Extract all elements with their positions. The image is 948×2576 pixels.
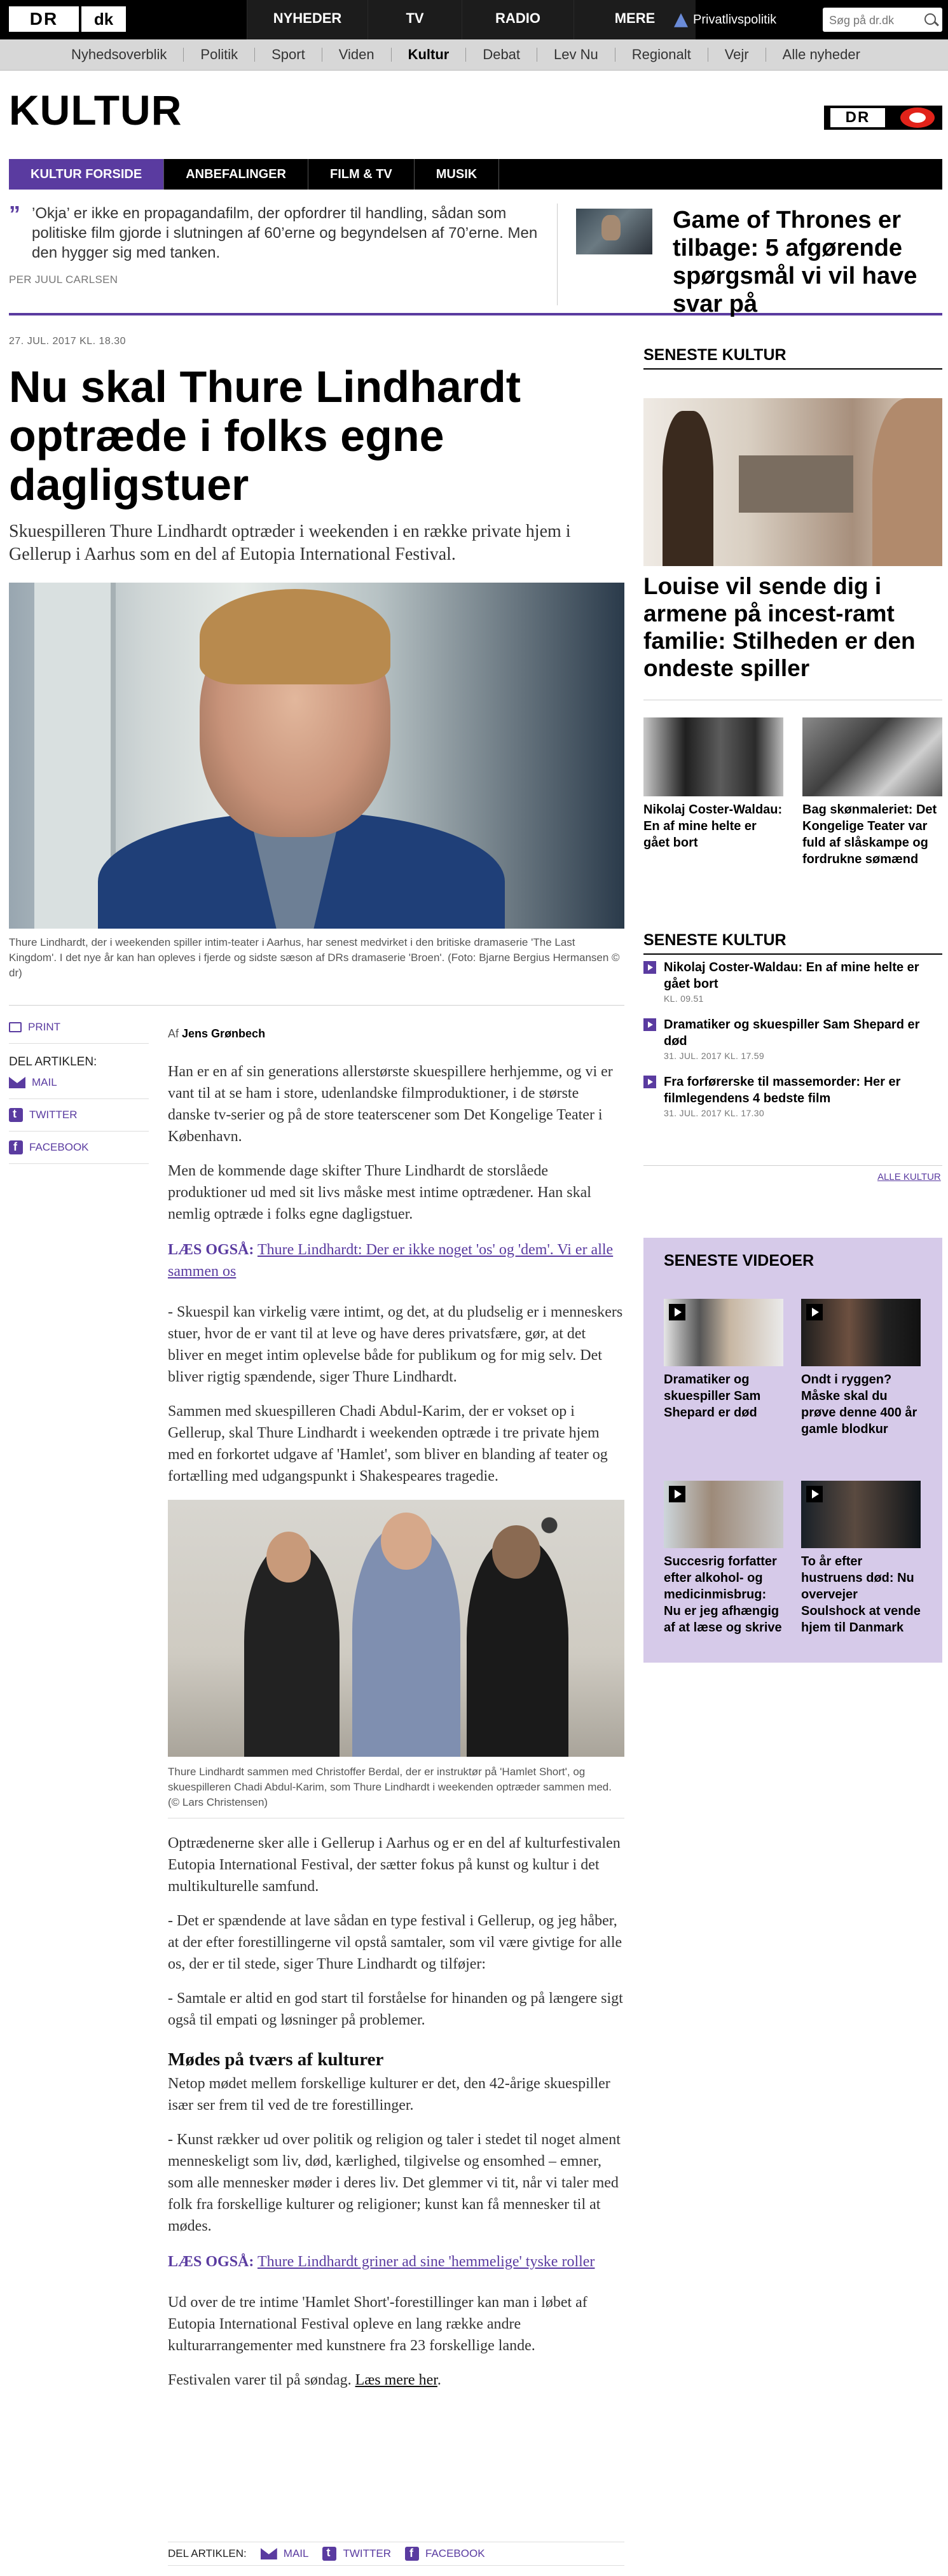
small-card-2-title: Bag skønmaleriet: Det Kongelige Teater var fuld af slåskampe og fordrukne sømænd xyxy=(802,803,937,866)
image-shape-a xyxy=(663,411,713,566)
subnav-viden[interactable]: Viden xyxy=(322,48,392,62)
search-input[interactable] xyxy=(823,8,926,33)
list-item-title: Dramatiker og skuespiller Sam Shepard er død xyxy=(664,1018,920,1048)
search-box xyxy=(823,8,942,32)
paragraph-11-text: Festivalen varer til på søndag. xyxy=(168,2372,352,2388)
list-item-title: Nikolaj Coster-Waldau: En af mine helte er gået bort xyxy=(664,960,919,991)
small-cards xyxy=(643,717,942,883)
mail-icon xyxy=(261,2548,277,2559)
share-separator-2 xyxy=(9,1098,149,1099)
video-card-1-image xyxy=(664,1299,783,1366)
main-image-caption: Thure Lindhardt, der i weekenden spiller intim-teater i Aarhus, har senest medvirket i den britiske dramaserie 'The Last Kingdom'. I det nye år kan han opleves i fjerde og sidste sæson af DRs dramaserie 'Broen'. (Foto: Bjarne Bergius Hermansen © dr) xyxy=(9,936,620,979)
author-name[interactable]: Jens Grønbech xyxy=(182,1027,266,1040)
article-lead: Skuespilleren Thure Lindhardt optræder i weekenden i en række private hjem i Gellerup i Aarhus som en del af Eutopia International Festival. xyxy=(9,522,571,564)
dr-logo[interactable] xyxy=(824,106,942,130)
share-bottom-mail-label: MAIL xyxy=(283,2547,309,2559)
read-also-link-1[interactable]: Thure Lindhardt: Der er ikke noget 'os' og 'dem'. Vi er alle sammen os xyxy=(168,1242,614,1280)
arrow-right-icon xyxy=(643,1076,656,1088)
share-bottom-twitter-label: TWITTER xyxy=(343,2547,392,2559)
paragraph-7: - Samtale er altid en god start til forståelse for hinanden og på længere sigt også til empati og løsninger på problemer. xyxy=(168,1990,623,2028)
teaser-divider xyxy=(557,204,558,305)
subnav-debat[interactable]: Debat xyxy=(466,48,537,62)
print-label: PRINT xyxy=(28,1021,60,1033)
small-card-1-image xyxy=(643,717,783,796)
main-nav xyxy=(247,0,696,39)
dr-eye-icon xyxy=(900,107,935,128)
facebook-icon xyxy=(405,2547,419,2561)
share-label: DEL ARTIKLEN: xyxy=(9,1055,97,1069)
nav-mere[interactable]: MERE xyxy=(574,0,696,39)
video-card-1-title: Dramatiker og skuespiller Sam Shepard er død xyxy=(664,1373,761,1420)
arrow-right-icon xyxy=(643,961,656,974)
got-thumbnail[interactable] xyxy=(576,209,652,254)
paragraph-10: Ud over de tre intime 'Hamlet Short'-forestillinger kan man i løbet af Eutopia International Festival opleve en lang række andre kulturarrangementer med kunstnere fra 23 forskellige lande. xyxy=(168,2294,587,2354)
print-link[interactable] xyxy=(9,1018,149,1037)
read-also-2 xyxy=(168,2251,624,2273)
small-card-2[interactable] xyxy=(802,717,942,868)
mail-icon xyxy=(9,1077,25,1088)
list-item-date: 31. JUL. 2017 KL. 17.59 xyxy=(664,1051,764,1061)
subnav-vejr[interactable]: Vejr xyxy=(708,48,766,62)
small-card-2-image xyxy=(802,717,942,796)
top-story-image[interactable] xyxy=(643,398,942,566)
image-shape-c xyxy=(872,398,942,566)
image-head-1-shape xyxy=(266,1532,311,1582)
author-line xyxy=(168,1023,624,1044)
list-item[interactable] xyxy=(643,1074,942,1118)
nav-radio[interactable]: RADIO xyxy=(462,0,574,39)
teaser-strip xyxy=(9,201,942,317)
subnav-nyhedsoverblik[interactable]: Nyhedsoverblik xyxy=(55,48,184,62)
play-icon xyxy=(669,1304,685,1320)
share-bottom-facebook[interactable] xyxy=(405,2547,485,2561)
dr-dk-logo[interactable] xyxy=(9,6,126,32)
share-sidebar xyxy=(9,1018,149,1170)
right-rule-2 xyxy=(643,1165,942,1166)
share-separator-4 xyxy=(9,1163,149,1164)
share-mail[interactable] xyxy=(9,1073,149,1092)
logo-dr-text: DR xyxy=(9,6,79,32)
tab-film-tv[interactable]: FILM & TV xyxy=(308,159,415,190)
share-bottom-label: DEL ARTIKLEN: xyxy=(168,2547,247,2559)
top-story-title[interactable]: Louise vil sende dig i armene på incest-ramt familie: Stilheden er den ondeste spiller xyxy=(643,573,916,681)
article-headline: Nu skal Thure Lindhardt optræde i folks egne dagligstuer xyxy=(9,362,521,509)
subnav-politik[interactable]: Politik xyxy=(184,48,255,62)
list-item[interactable] xyxy=(643,959,942,1004)
share-bottom-facebook-label: FACEBOOK xyxy=(425,2547,485,2559)
nav-tv[interactable]: TV xyxy=(368,0,462,39)
section-tabs xyxy=(9,159,942,190)
video-card-2-image xyxy=(801,1299,921,1366)
video-card-1[interactable] xyxy=(664,1299,783,1421)
caption-rule xyxy=(9,1005,624,1006)
list-item-title: Fra forførerske til massemorder: Her er filmlegendens 4 bedste film xyxy=(664,1075,901,1105)
share-bottom-mail[interactable] xyxy=(261,2547,309,2560)
tab-anbefalinger[interactable]: ANBEFALINGER xyxy=(164,159,308,190)
image-shape-b xyxy=(739,455,853,513)
video-card-3-image xyxy=(664,1481,783,1548)
share-separator xyxy=(9,1043,149,1044)
paragraph-11: Festivalen varer til på søndag. Læs mere her. xyxy=(168,2372,441,2388)
list-item[interactable] xyxy=(643,1016,942,1061)
latest-videos-heading: SENESTE VIDEOER xyxy=(664,1252,814,1270)
article-date: 27. JUL. 2017 KL. 18.30 xyxy=(9,336,127,347)
dr-logo-text: DR xyxy=(830,108,885,127)
image-head-2-shape xyxy=(381,1513,432,1570)
logo-dk-text: dk xyxy=(81,6,126,32)
privacy-label: Privatlivspolitik xyxy=(693,13,777,27)
latest-videos-box xyxy=(643,1238,942,1663)
list-item-date: KL. 09.51 xyxy=(664,994,704,1004)
play-icon xyxy=(669,1486,685,1502)
play-icon xyxy=(806,1304,823,1320)
section-title[interactable]: KULTUR xyxy=(9,87,182,134)
tab-kultur-forside[interactable]: KULTUR FORSIDE xyxy=(9,159,164,190)
share-separator-3 xyxy=(9,1131,149,1132)
quote-text: ’Okja’ er ikke en propagandafilm, der opfordrer til handling, sådan som politiske film gjorde i slutningen af 60’erne og begyndelsen af 70’erne. Men den hygger sig med tanken. xyxy=(32,205,538,261)
nav-nyheder[interactable]: NYHEDER xyxy=(247,0,368,39)
quote-byline: PER JUUL CARLSEN xyxy=(9,274,118,286)
subnav-lev-nu[interactable]: Lev Nu xyxy=(537,48,615,62)
author-prefix: Af xyxy=(168,1027,179,1040)
share-facebook[interactable] xyxy=(9,1138,149,1157)
list-item-date: 31. JUL. 2017 KL. 17.30 xyxy=(664,1108,764,1118)
subnav-kultur[interactable]: Kultur xyxy=(392,48,467,62)
small-card-1[interactable] xyxy=(643,717,783,851)
paragraph-1: Han er en af sin generations allerstørste skuespillere herhjemme, og vi er vant til at se ham i store, udenlandske filmproduktioner, i de største danske tv-serier og på de store teaterscener som Det Kongelige Teater i København. xyxy=(168,1063,613,1145)
read-also-label-1: LÆS OGSÅ: xyxy=(168,1242,254,1258)
all-kultur-link[interactable]: ALLE KULTUR xyxy=(877,1172,941,1182)
article-body xyxy=(168,1023,624,2404)
second-image-caption: Thure Lindhardt sammen med Christoffer Berdal, der er instruktør på 'Hamlet Short', og skuespilleren Chadi Abdul-Karim, som Thure Lindhardt i weekenden optræder sammen med. (© Lars Christensen) xyxy=(168,1764,624,1818)
search-icon[interactable] xyxy=(924,13,936,25)
small-card-1-title: Nikolaj Coster-Waldau: En af mine helte er gået bort xyxy=(643,803,783,850)
video-card-3-title: Succesrig forfatter efter alkohol- og medicinmisbrug: Nu er jeg afhængig af at læse og skrive xyxy=(664,1555,782,1635)
image-hair-shape xyxy=(200,589,390,684)
share-twitter-label: TWITTER xyxy=(29,1109,78,1121)
share-facebook-label: FACEBOOK xyxy=(29,1141,89,1153)
subnav-regionalt[interactable]: Regionalt xyxy=(615,48,708,62)
twitter-icon xyxy=(322,2547,336,2561)
paragraph-8: Netop mødet mellem forskellige kulturer er det, den 42-årige skuespiller især ser frem til ved de tre forestillinger. xyxy=(168,2075,610,2114)
share-twitter[interactable] xyxy=(9,1105,149,1125)
subnav-alle-nyheder[interactable]: Alle nyheder xyxy=(782,46,860,62)
subnav-sport[interactable]: Sport xyxy=(255,48,322,62)
quote-mark-icon: ” xyxy=(9,201,20,227)
video-card-4-image xyxy=(801,1481,921,1548)
share-bottom-bar xyxy=(168,2542,624,2566)
latest-list xyxy=(643,959,942,1131)
tab-musik[interactable]: MUSIK xyxy=(415,159,499,190)
paragraph-6: - Det er spændende at lave sådan en type festival i Gellerup, og jeg håber, at der efter forestillingerne vil opstå samtaler, som vil være givtige for alle os, der er til stede, siger Thure Lindhardt og tilføjer: xyxy=(168,1913,622,1972)
video-card-2[interactable] xyxy=(801,1299,921,1437)
print-icon xyxy=(9,1022,22,1032)
paragraph-9: - Kunst rækker ud over politik og religion og taler i stedet til noget alment menneskeligt som liv, død, kærlighed, tilgivelse og ensomhed – emner, som alle mennesker møder i deres liv. Det glemmer vi tit, når vi taler med folk fra forskellige kulturer og religioner; kunst kan få mennesker til at mødes. xyxy=(168,2131,621,2234)
arrow-right-icon xyxy=(643,1018,656,1031)
share-mail-label: MAIL xyxy=(32,1076,57,1088)
twitter-icon xyxy=(9,1108,23,1122)
paragraph-2: Men de kommende dage skifter Thure Lindhardt de storslåede produktioner ud med sit livs måske mest intime optrædener. Han skal nemlig optræde i folks egne dagligstuer. xyxy=(168,1163,591,1222)
seneste-kultur-heading: SENESTE KULTUR xyxy=(643,346,942,370)
paragraph-4: Sammen med skuespilleren Chadi Abdul-Karim, der er vokset op i Gellerup, skal Thure Lindhardt i weekenden optræde i tre private hjem med en forkortet udgave af 'Hamlet', som bliver en blanding af teater og fortælling med udgangspunkt i Shakespeares tragedie. xyxy=(168,1403,608,1485)
read-also-label-2: LÆS OGSÅ: xyxy=(168,2254,254,2270)
video-card-3[interactable] xyxy=(664,1481,783,1636)
paragraph-5: Optrædenerne sker alle i Gellerup i Aarhus og er en del af kulturfestivalen Eutopia International Festival, der sætter fokus på kunst og kultur i det multikulturelle samfund. xyxy=(168,1835,621,1895)
article-main-image[interactable] xyxy=(9,583,624,929)
play-icon xyxy=(806,1486,823,1502)
top-bar xyxy=(0,0,948,39)
share-bottom-twitter[interactable] xyxy=(322,2547,391,2561)
got-story-title[interactable]: Game of Thrones er tilbage: 5 afgørende spørgsmål vi vil have svar på xyxy=(673,207,917,317)
facebook-icon xyxy=(9,1140,23,1154)
read-more-link[interactable]: Læs mere her xyxy=(355,2372,437,2388)
video-card-2-title: Ondt i ryggen? Måske skal du prøve denne 400 år gamle blodkur xyxy=(801,1373,917,1436)
read-also-link-2[interactable]: Thure Lindhardt griner ad sine 'hemmelige' tyske roller xyxy=(257,2254,595,2270)
video-card-4[interactable] xyxy=(801,1481,921,1636)
sub-nav xyxy=(0,39,948,71)
article-second-image[interactable] xyxy=(168,1500,624,1757)
subheading: Mødes på tværs af kulturer xyxy=(168,2049,384,2070)
quote-teaser[interactable] xyxy=(9,201,557,286)
video-card-4-title: To år efter hustruens død: Nu overvejer Soulshock at vende hjem til Danmark xyxy=(801,1555,921,1635)
privacy-link[interactable] xyxy=(674,8,776,32)
image-head-3-shape xyxy=(492,1525,540,1579)
paragraph-3: - Skuespil kan virkelig være intimt, og det, at du pludselig er i menneskers stuer, hvor de er vant til at leve og have deres privatsfære, gør, at det bliver en meget intim oplevelse både for publikum og for mig selv. Det bliver rigtig spændende, siger Thure Lindhardt. xyxy=(168,1304,623,1385)
read-also-1 xyxy=(168,1239,624,1282)
seneste-kultur-heading-2: SENESTE KULTUR xyxy=(643,931,942,955)
privacy-icon xyxy=(674,13,688,27)
